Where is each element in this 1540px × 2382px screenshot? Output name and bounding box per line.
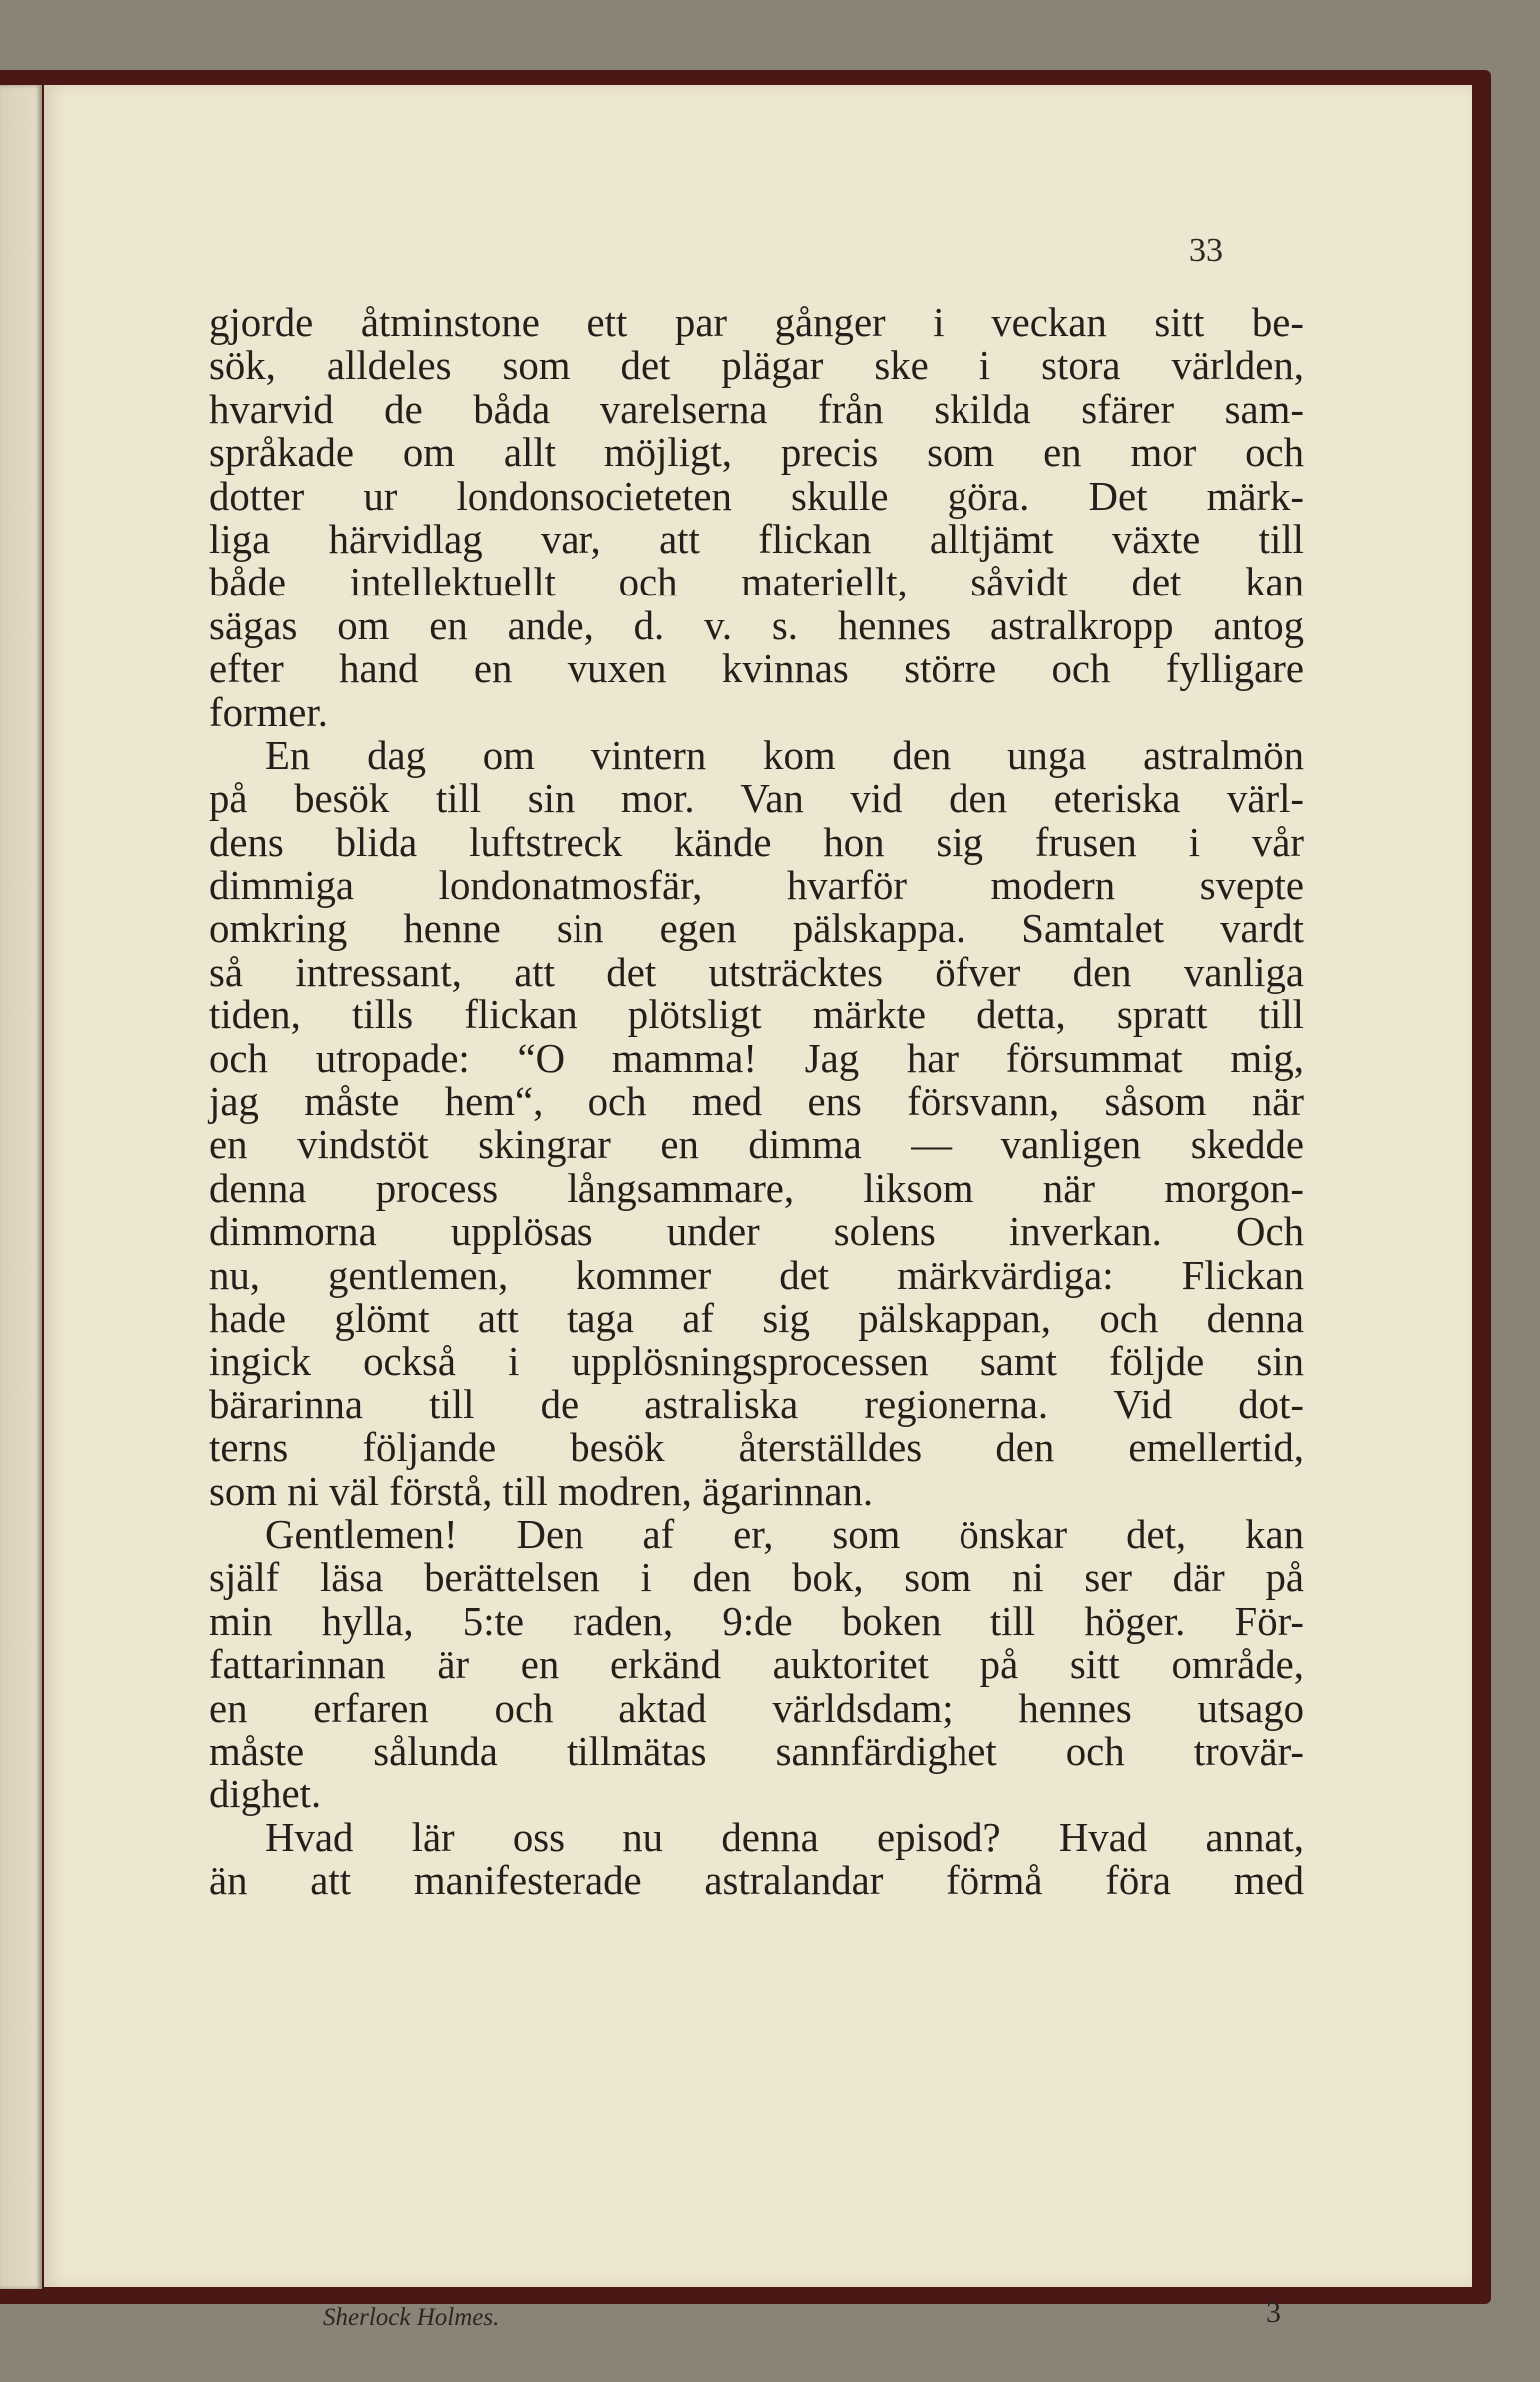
text-line: som ni väl förstå, till modren, ägarinnan. [209,1468,874,1514]
text-line: själf läsa berättelsen i den bok, som ni ser där på [209,1555,1304,1601]
text-line: min hylla, 5:te raden, 9:de boken till höger. För- [209,1598,1304,1644]
text-line: bärarinna till de astraliska regionerna. Vid dot- [209,1382,1304,1427]
text-line: ingick också i upplösningsprocessen samt följde sin [209,1339,1304,1385]
text-line: dighet. [209,1772,322,1817]
text-line: Hvad lär oss nu denna episod? Hvad annat, [265,1814,1304,1860]
text-line: dotter ur londonsocieteten skulle göra. Det märk- [209,473,1304,519]
text-line: Gentlemen! Den af er, som önskar det, kan [265,1511,1304,1557]
text-line: tiden, tills flickan plötsligt märkte detta, spratt till [209,992,1304,1038]
page-number: 33 [1189,232,1223,269]
text-line: hvarvid de båda varelserna från skilda sfärer sam- [209,386,1304,432]
text-line: En dag om vintern kom den unga astralmön [265,732,1304,778]
text-line: jag måste hem“, och med ens försvann, såsom när [209,1079,1304,1125]
text-line: dimmiga londonatmosfär, hvarför modern svepte [209,863,1304,909]
text-line: sök, alldeles som det plägar ske i stora världen, [209,343,1304,389]
text-line: nu, gentlemen, kommer det märkvärdiga: Flickan [209,1252,1304,1298]
text-line: både intellektuellt och materiellt, såvidt det kan [209,560,1304,605]
text-line: sägas om en ande, d. v. s. hennes astralkropp antog [209,602,1304,648]
text-line: hade glömt att taga af sig pälskappan, och denna [209,1295,1304,1341]
body-text [209,301,1304,1902]
text-line: gjorde åtminstone ett par gånger i veckan sitt be- [209,300,1304,345]
text-line: denna process långsammare, liksom när morgon- [209,1165,1304,1211]
text-line: språkade om allt möjligt, precis som en mor och [209,430,1304,476]
text-line: dimmorna upplösas under solens inverkan. Och [209,1209,1304,1255]
text-line: efter hand en vuxen kvinnas större och fylligare [209,646,1304,692]
footer-signature: Sherlock Holmes. [323,2304,500,2331]
text-line: måste sålunda tillmätas sannfärdighet och trovär- [209,1728,1304,1774]
text-line: omkring henne sin egen pälskappa. Samtalet vardt [209,906,1304,952]
text-line: och utropade: “O mamma! Jag har försummat mig, [209,1035,1304,1081]
text-line: så intressant, att det utsträcktes öfver den vanliga [209,949,1304,994]
text-line: former. [209,689,328,735]
text-line: en vindstöt skingrar en dimma — vanligen skedde [209,1122,1304,1168]
sheet-number: 3 [1266,2296,1281,2329]
text-line: fattarinnan är en erkänd auktoritet på sitt område, [209,1642,1304,1688]
book-page [44,85,1472,2331]
text-line: terns följande besök återställdes den emellertid, [209,1425,1304,1471]
text-line: än att manifesterade astralandar förmå föra med [209,1858,1304,1904]
text-line: en erfaren och aktad världsdam; hennes utsago [209,1685,1304,1731]
text-line: liga härvidlag var, att flickan alltjämt växte till [209,516,1304,562]
text-line: på besök till sin mor. Van vid den eteriska värl- [209,776,1304,822]
facing-page-edge [0,85,42,2289]
page-footer [283,2296,1301,2344]
text-line: dens blida luftstreck kände hon sig frusen i vår [209,819,1304,865]
